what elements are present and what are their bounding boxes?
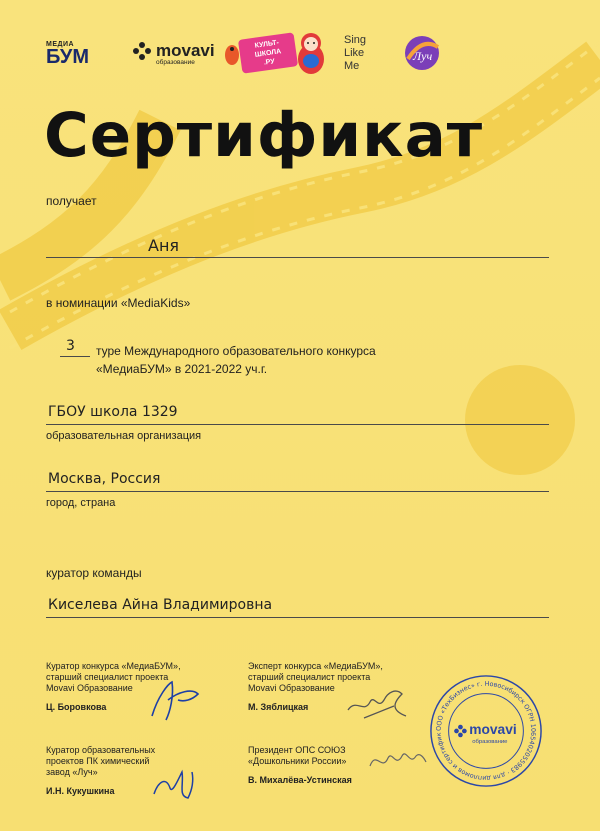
signature-2-role-line1: Эксперт конкурса «МедиаБУМ», bbox=[248, 661, 383, 671]
place-line bbox=[60, 356, 90, 357]
signature-1-name: Ц. Боровкова bbox=[46, 702, 107, 712]
signature-1-role-line3: Movavi Образование bbox=[46, 683, 133, 693]
sing-line2: Like bbox=[344, 46, 365, 59]
movavi-logo bbox=[132, 28, 215, 78]
signature-3-image bbox=[148, 758, 198, 804]
signature-3-role-line3: завод «Луч» bbox=[46, 767, 98, 777]
signature-1-role-line1: Куратор конкурса «МедиаБУМ», bbox=[46, 661, 181, 671]
movavi-logo-name: movavi bbox=[156, 40, 215, 60]
signature-2-image bbox=[344, 680, 414, 724]
movavi-flower-icon bbox=[132, 41, 152, 61]
nomination-label: в номинации «MediaKids» bbox=[46, 296, 191, 310]
kultshkola-logo bbox=[224, 28, 296, 78]
kult-line3: .РУ bbox=[263, 57, 276, 67]
mediabum-logo-small: МЕДИА bbox=[46, 40, 75, 48]
organization-label: образовательная организация bbox=[46, 430, 202, 442]
signature-2-role-line3: Movavi Образование bbox=[248, 683, 335, 693]
signature-4-role-line2: «Дошкольники России» bbox=[248, 756, 347, 766]
signature-1-image bbox=[148, 676, 204, 724]
recipient-line bbox=[46, 257, 549, 258]
singlikeme-logo bbox=[344, 28, 366, 78]
movavi-logo-sub: образование bbox=[156, 58, 195, 66]
matryoshka-logo bbox=[296, 28, 326, 78]
certificate-title: Сертификат bbox=[44, 100, 484, 171]
signature-4-image bbox=[366, 742, 430, 776]
sing-line1: Sing bbox=[344, 33, 367, 46]
city-label: город, страна bbox=[46, 497, 116, 509]
svg-text:movavi: movavi bbox=[469, 721, 517, 737]
signature-3-role bbox=[46, 745, 155, 778]
city-value: Москва, Россия bbox=[48, 471, 161, 487]
signature-2-role-line2: старший специалист проекта bbox=[248, 672, 371, 682]
city-line bbox=[46, 491, 549, 492]
matryoshka-icon bbox=[296, 31, 326, 75]
signature-3-role-line1: Куратор образовательных bbox=[46, 745, 156, 755]
curator-label: куратор команды bbox=[46, 566, 142, 580]
place-value: 3 bbox=[66, 338, 75, 354]
organization-value: ГБОУ школа 1329 bbox=[48, 404, 178, 420]
signature-3-name: И.Н. Кукушкина bbox=[46, 786, 115, 796]
partner-logos bbox=[46, 28, 560, 78]
mediabum-logo bbox=[46, 28, 89, 78]
receives-label: получает bbox=[46, 194, 97, 208]
svg-text:образование: образование bbox=[472, 738, 508, 745]
svg-text:Луч: Луч bbox=[413, 49, 433, 63]
signature-3-role-line2: проектов ПК химический bbox=[46, 756, 150, 766]
signature-2-name: М. Зяблицкая bbox=[248, 702, 309, 712]
curator-line bbox=[46, 617, 549, 618]
tour-line2: «МедиаБУМ» в 2021-2022 уч.г. bbox=[96, 362, 268, 376]
organization-line bbox=[46, 424, 549, 425]
mediabum-logo-big: БУМ bbox=[46, 45, 89, 68]
recipient-name: Аня bbox=[148, 236, 180, 255]
signature-4-role bbox=[248, 745, 346, 767]
signature-4-role-line1: Президент ОПС СОЮЗ bbox=[248, 745, 346, 755]
kult-line2: ШКОЛА bbox=[254, 47, 282, 59]
signature-4-name: В. Михалёва-Устинская bbox=[248, 775, 352, 785]
luch-logo-icon bbox=[400, 33, 444, 73]
curator-value: Киселева Айна Владимировна bbox=[48, 597, 273, 613]
svg-text:ООО «ТехБизнес» г. Новосибирск: ООО «ТехБизнес» г. Новосибирск ОГРН 1065402055983 · для дипломов и сертифик bbox=[434, 679, 538, 783]
signature-1-role-line2: старший специалист проекта bbox=[46, 672, 169, 682]
luch-logo bbox=[400, 28, 444, 78]
kult-line1: КУЛЬТ- bbox=[254, 38, 280, 50]
sing-line3: Me bbox=[344, 59, 360, 72]
tour-line1: туре Международного образовательного конкурса bbox=[96, 344, 376, 358]
company-stamp bbox=[427, 672, 545, 790]
